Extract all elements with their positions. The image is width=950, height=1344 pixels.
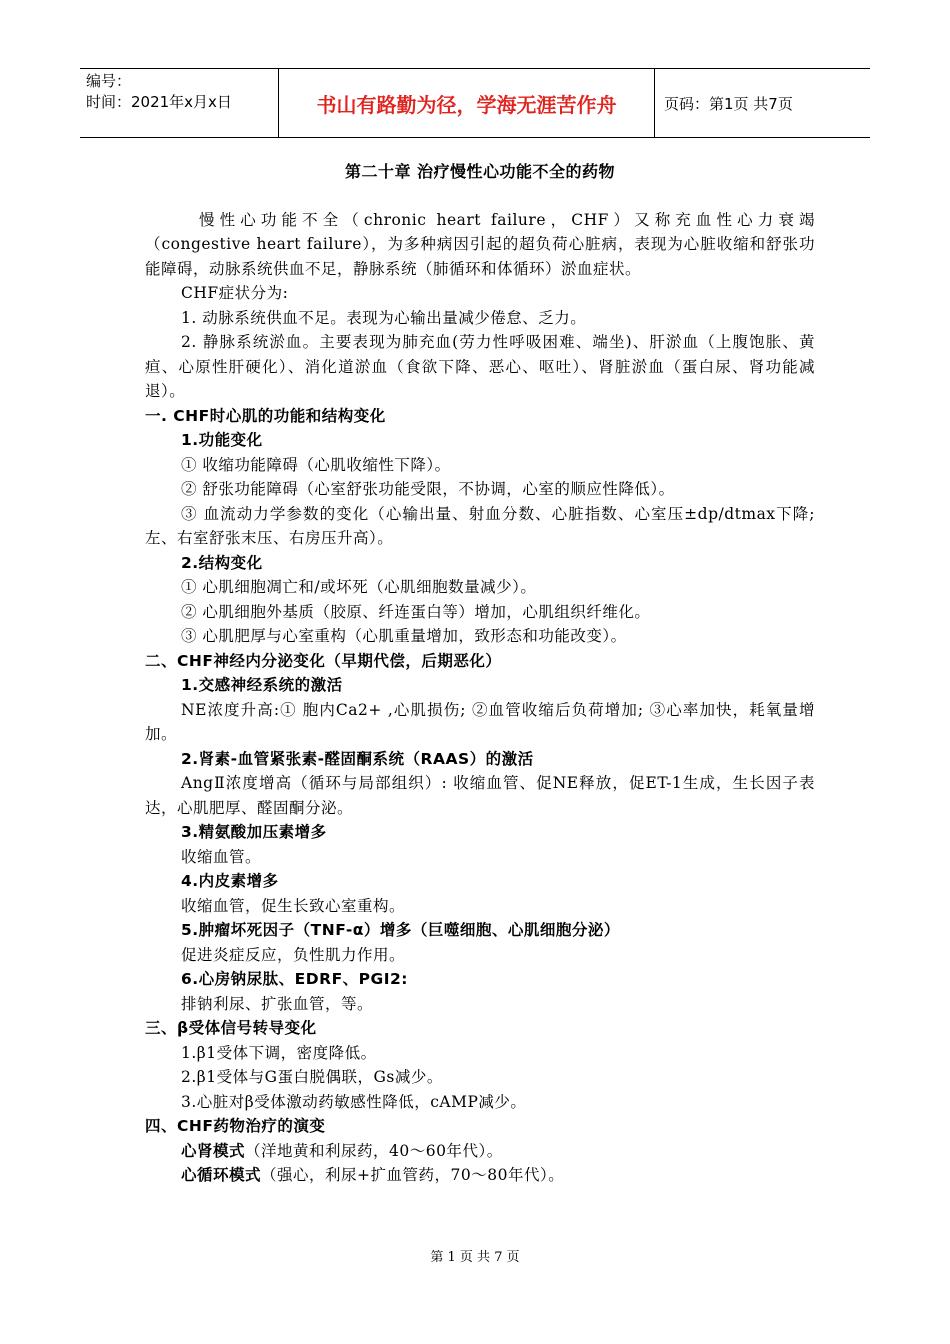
section-heading: 二、CHF神经内分泌变化（早期代偿，后期恶化） (145, 651, 502, 670)
list-item: ③ 血流动力学参数的变化（心输出量、射血分数、心脏指数、心室压±dp/dtmax下降; 左、右室舒张末压、右房压升高）。 (145, 504, 815, 547)
intro-paragraph: 慢性心功能不全（chronic heart failure，CHF）又称充血性心力衰竭（congestive heart failure），为多种病因引起的超负荷心脏病，表现为心脏收缩和舒张功能障碍，动脉系统供血不足，静脉系统（肺循环和体循环）淤血症状。 (145, 210, 815, 278)
page-footer: 第 1 页 共 7 页 (430, 1250, 520, 1265)
symptom-item: 1. 动脉系统供血不足。表现为心输出量减少倦怠、乏力。 (181, 308, 587, 327)
list-item: 3.心脏对β受体激动药敏感性降低，cAMP减少。 (181, 1092, 527, 1111)
paragraph: 收缩血管。 (181, 847, 262, 866)
section-heading: 一. CHF时心肌的功能和结构变化 (145, 406, 386, 425)
list-item: ② 心肌细胞外基质（胶原、纤连蛋白等）增加，心肌组织纤维化。 (181, 602, 651, 621)
section-heading: 四、CHF药物治疗的演变 (145, 1117, 326, 1135)
header-page-info: 页码：第1页 共7页 (664, 95, 793, 113)
paragraph: NE浓度升高:① 胞内Ca2+ ,心肌损伤; ②血管收缩后负荷增加; ③心率加快，耗氧量增加。 (145, 700, 815, 743)
subsection-heading: 1.交感神经系统的激活 (181, 676, 343, 694)
header-motto: 书山有路勤为径，学海无涯苦作舟 (316, 92, 617, 117)
list-item (145, 1139, 815, 1164)
symptom-item: 2. 静脉系统淤血。主要表现为肺充血(劳力性呼吸困难、端坐)、肝淤血（上腹饱胀、黄疸、心原性肝硬化）、消化道淤血（食欲下降、恶心、呕吐）、肾脏淤血（蛋白尿、肾功能减退）。 (145, 333, 815, 400)
symptom-lead: CHF症状分为: (181, 284, 289, 302)
subsection-heading: 4.内皮素增多 (181, 872, 279, 890)
model-desc: （洋地黄和利尿药，40～60年代）。 (245, 1141, 503, 1160)
list-item: ① 心肌细胞凋亡和/或坏死（心肌细胞数量减少）。 (181, 578, 537, 596)
page-header (80, 68, 870, 138)
list-item: ② 舒张功能障碍（心室舒张功能受限，不协调，心室的顺应性降低）。 (181, 480, 675, 498)
model-name: 心肾模式 (181, 1141, 246, 1160)
subsection-heading: 3.精氨酸加压素增多 (181, 823, 327, 841)
subsection-heading: 1.功能变化 (181, 431, 263, 449)
subsection-heading: 5.肿瘤坏死因子（TNF-α）增多（巨噬细胞、心肌细胞分泌） (181, 921, 620, 939)
list-item: 2.β1受体与G蛋白脱偶联，Gs减少。 (181, 1068, 443, 1086)
model-desc: （强心，利尿+扩血管药，70～80年代）。 (261, 1166, 565, 1184)
section-heading: 三、β受体信号转导变化 (145, 1019, 317, 1037)
list-item: ① 收缩功能障碍（心肌收缩性下降）。 (181, 455, 451, 474)
list-item: 1.β1受体下调，密度降低。 (181, 1043, 377, 1062)
subsection-heading: 2.肾素-血管紧张素-醛固酮系统（RAAS）的激活 (181, 749, 534, 768)
subsection-heading: 2.结构变化 (181, 553, 263, 572)
list-item: ③ 心肌肥厚与心室重构（心肌重量增加，致形态和功能改变）。 (181, 627, 627, 645)
model-name: 心循环模式 (181, 1166, 262, 1184)
paragraph: 促进炎症反应，负性肌力作用。 (181, 945, 406, 964)
header-code-label: 编号： (86, 72, 132, 90)
header-date-label: 时间：2021年x月x日 (86, 93, 232, 111)
subsection-heading: 6.心房钠尿肽、EDRF、PGI2: (181, 970, 408, 988)
document-body (145, 160, 815, 1188)
paragraph: AngⅡ浓度增高（循环与局部组织）: 收缩血管、促NE释放，促ET-1生成，生长因子表达，心肌肥厚、醛固酮分泌。 (145, 774, 815, 817)
list-item (145, 1163, 815, 1188)
chapter-title: 第二十章 治疗慢性心功能不全的药物 (344, 162, 616, 181)
paragraph: 排钠利尿、扩张血管，等。 (181, 994, 374, 1013)
paragraph: 收缩血管，促生长致心室重构。 (181, 896, 406, 915)
header-divider (654, 69, 655, 137)
header-meta (86, 71, 280, 113)
